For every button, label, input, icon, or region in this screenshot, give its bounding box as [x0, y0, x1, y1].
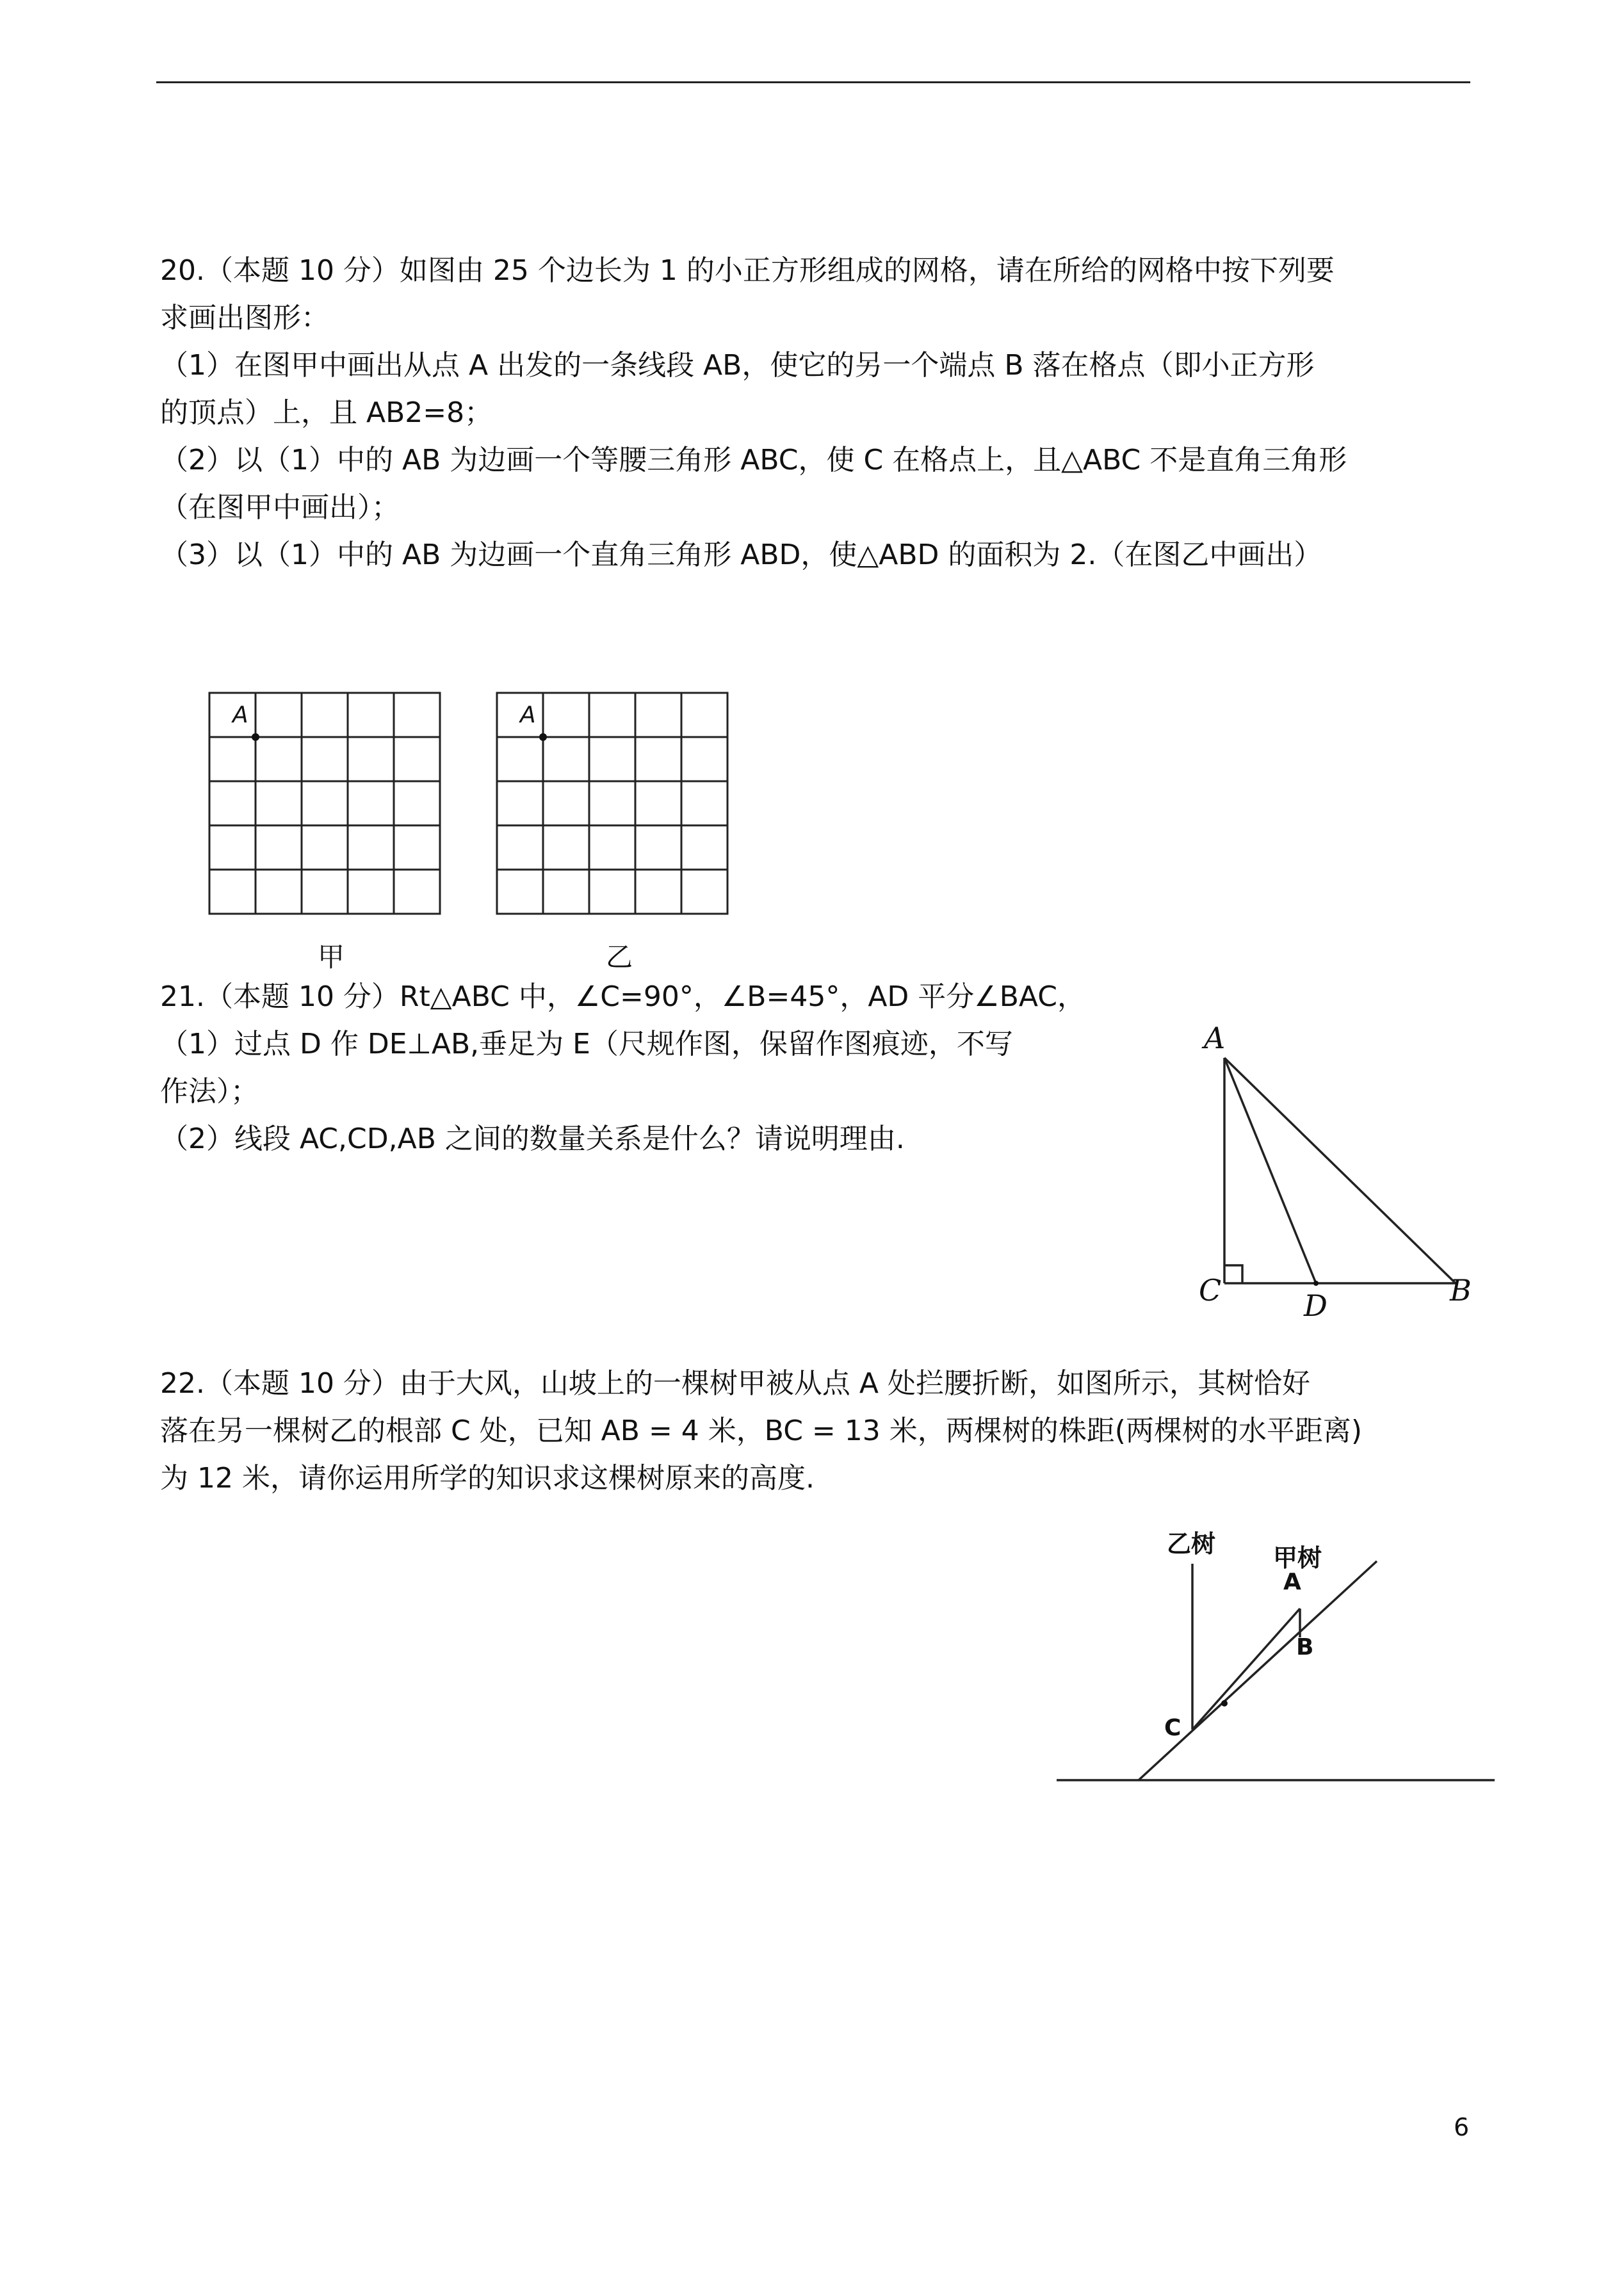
triangle-label-b: B	[1450, 1273, 1472, 1308]
slope-line	[1139, 1561, 1377, 1780]
q21-line-3: 作法）；	[160, 1075, 259, 1108]
q20-line-7: （3）以（1）中的 AB 为边画一个直角三角形 ABD，使△ABD 的面积为 2.（在图乙中画出）	[160, 539, 1322, 571]
tree-jia-label: 甲树	[1273, 1544, 1322, 1572]
grid-yi-caption: 乙	[606, 941, 633, 973]
grid-yi-point-a	[539, 733, 547, 741]
grid-jia-label-a: A	[232, 702, 248, 728]
slope-point	[1221, 1700, 1228, 1707]
triangle-label-d: D	[1304, 1288, 1328, 1323]
grid-yi-label-a: A	[520, 702, 536, 728]
side-ab	[1224, 1058, 1456, 1283]
q20-line-6: （在图甲中画出）；	[160, 491, 400, 524]
q20-line-2: 求画出图形：	[160, 302, 329, 334]
tree-label-c: C	[1164, 1715, 1181, 1741]
triangle-label-c: C	[1199, 1273, 1222, 1308]
q21-line-2: （1）过点 D 作 DE⊥AB,垂足为 E（尺规作图，保留作图痕迹，不写	[160, 1028, 1013, 1060]
q22-line-2: 落在另一棵树乙的根部 C 处，已知 AB = 4 米，BC = 13 米，两棵树的株距(两棵树的水平距离)	[160, 1415, 1363, 1447]
broken-top-ac	[1192, 1609, 1300, 1730]
tree-label-a: A	[1283, 1569, 1301, 1595]
q20-line-1: 20.（本题 10 分）如图由 25 个边长为 1 的小正方形组成的网格，请在所给的网格中按下列要	[160, 254, 1335, 287]
segment-ad	[1224, 1058, 1316, 1283]
trees-figure	[1057, 1561, 1495, 1780]
tree-label-b: B	[1296, 1634, 1314, 1660]
q20-line-3: （1）在图甲中画出从点 A 出发的一条线段 AB，使它的另一个端点 B 落在格点（即小正方形	[160, 349, 1315, 382]
right-angle-mark	[1224, 1265, 1242, 1283]
q22-line-1: 22.（本题 10 分）由于大风，山坡上的一棵树甲被从点 A 处拦腰折断，如图所示，其树恰好	[160, 1367, 1311, 1400]
point-d	[1313, 1281, 1319, 1286]
q20-line-4: 的顶点）上，且 AB2=8；	[160, 396, 493, 429]
grid-jia-point-a	[252, 733, 259, 741]
tree-yi-label: 乙树	[1167, 1530, 1216, 1558]
triangle-abc-figure	[1224, 1058, 1456, 1283]
q21-line-4: （2）线段 AC,CD,AB 之间的数量关系是什么？请说明理由.	[160, 1123, 905, 1155]
triangle-label-a: A	[1204, 1021, 1226, 1055]
q22-line-3: 为 12 米，请你运用所学的知识求这棵树原来的高度.	[160, 1462, 815, 1495]
q21-line-1: 21.（本题 10 分）Rt△ABC 中，∠C=90°，∠B=45°，AD 平分∠BAC，	[160, 980, 1085, 1013]
q20-line-5: （2）以（1）中的 AB 为边画一个等腰三角形 ABC，使 C 在格点上，且△ABC 不是直角三角形	[160, 444, 1347, 476]
grid-jia-caption: 甲	[318, 941, 345, 973]
page-number: 6	[1454, 2113, 1470, 2141]
